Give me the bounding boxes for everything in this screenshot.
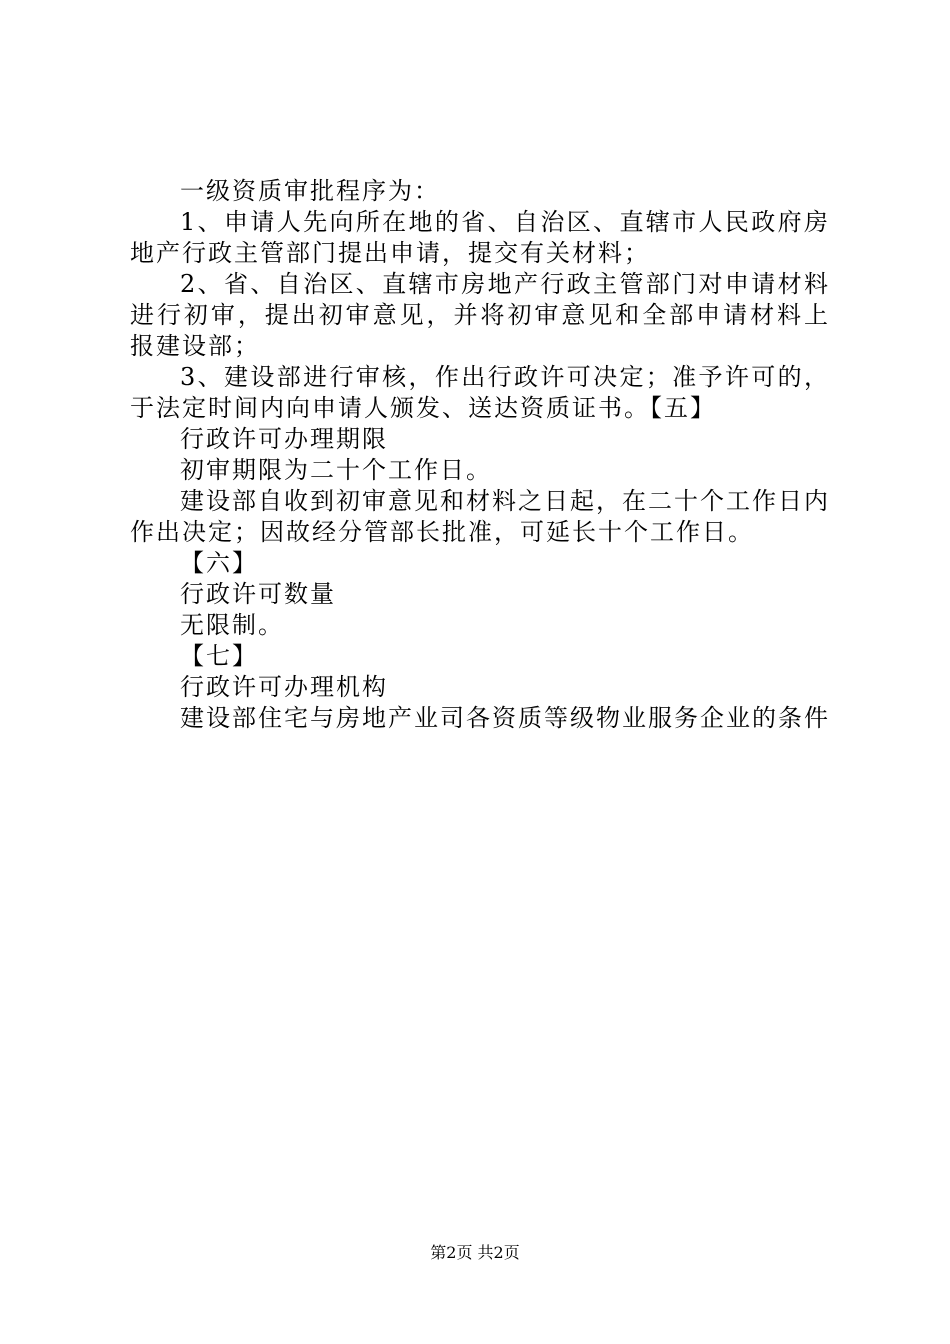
section-marker-six: 【六】 bbox=[180, 549, 258, 577]
paragraph-initial-review-limit: 初审期限为二十个工作日。 bbox=[180, 456, 492, 484]
page-number-label: 第2页 共2页 bbox=[430, 1243, 520, 1262]
paragraph-step-2: 2、省、自治区、直辖市房地产行政主管部门对申请材料进行初审，提出初审意见，并将初审意见和全部申请材料上报建设部； bbox=[130, 270, 830, 360]
paragraph-step-1: 1、申请人先向所在地的省、自治区、直辖市人民政府房地产行政主管部门提出申请，提交有关材料； bbox=[130, 208, 830, 267]
paragraph-step-3: 3、建设部进行审核，作出行政许可决定；准予许可的，于法定时间内向申请人颁发、送达资质证书。【五】 bbox=[130, 363, 830, 422]
paragraph-quantity-heading: 行政许可数量 bbox=[180, 580, 336, 608]
paragraph-decision-limit: 建设部自收到初审意见和材料之日起，在二十个工作日内作出决定；因故经分管部长批准，可延长十个工作日。 bbox=[130, 487, 830, 546]
page-footer bbox=[0, 1243, 950, 1263]
section-marker-seven: 【七】 bbox=[180, 642, 258, 670]
paragraph-time-limit-heading: 行政许可办理期限 bbox=[180, 425, 388, 453]
paragraph-procedure-heading: 一级资质审批程序为： bbox=[180, 177, 440, 205]
paragraph-agency-value: 建设部住宅与房地产业司各资质等级物业服务企业的条件 bbox=[180, 704, 830, 732]
document-body bbox=[130, 176, 830, 734]
paragraph-agency-heading: 行政许可办理机构 bbox=[180, 673, 388, 701]
paragraph-quantity-value: 无限制。 bbox=[180, 611, 284, 639]
